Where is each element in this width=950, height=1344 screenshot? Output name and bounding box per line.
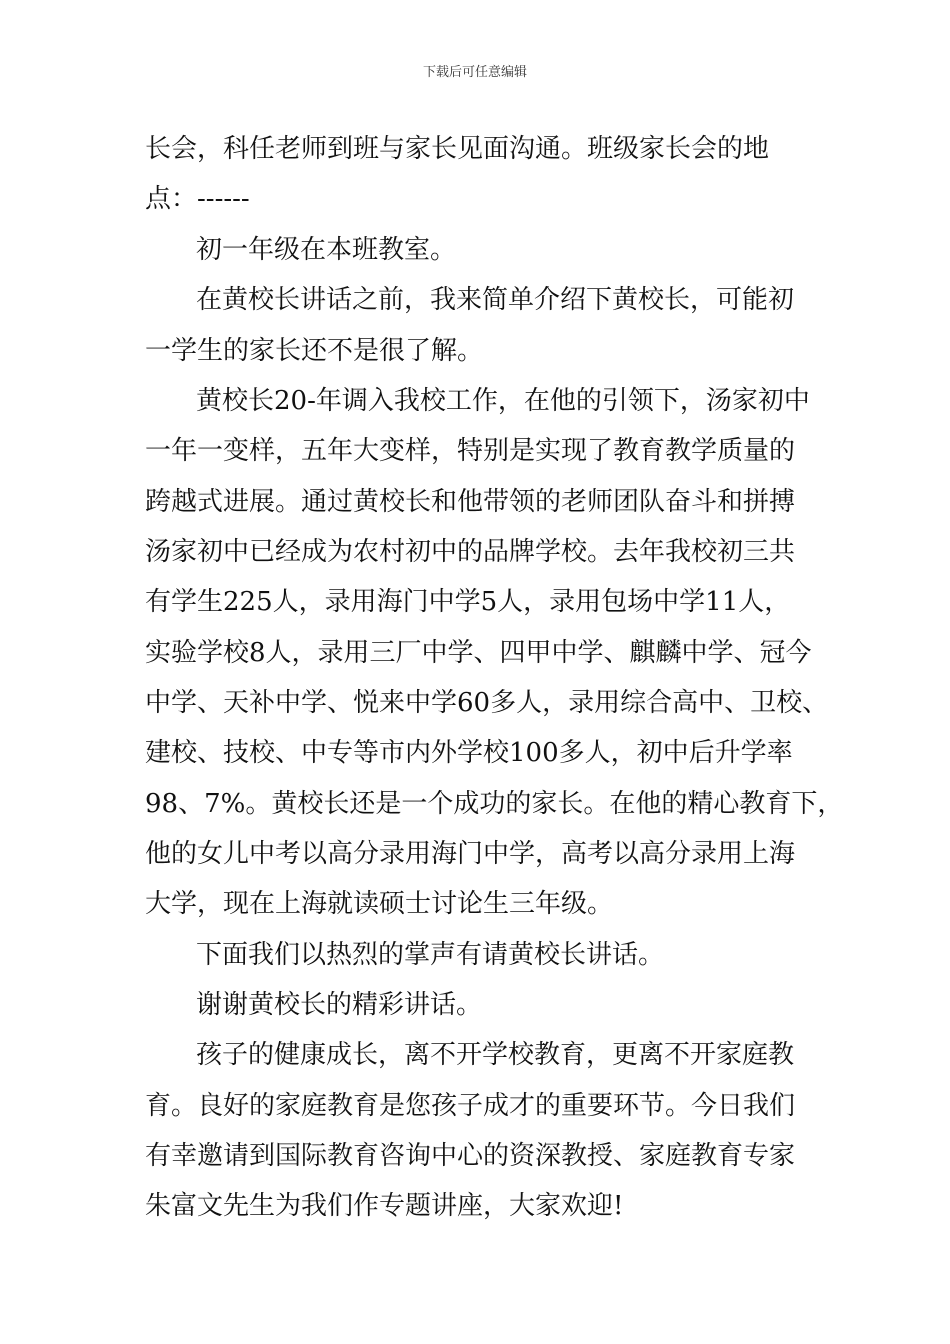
text-line: 一学生的家长还不是很了解。 [145, 336, 484, 366]
text-line: 有学生225人，录用海门中学5人，录用包场中学11人， [145, 587, 791, 617]
page-header: 下载后可任意编辑 [422, 65, 527, 80]
text-line: 实验学校8人，录用三厂中学、四甲中学、麒麟中学、冠今 [145, 638, 812, 668]
paragraph-line: 孩子的健康成长，离不开学校教育，更离不开家庭教 [196, 1040, 795, 1070]
paragraph-line: 谢谢黄校长的精彩讲话。 [196, 990, 483, 1020]
text-line: 一年一变样，五年大变样，特别是实现了教育教学质量的 [145, 436, 796, 466]
text-line: 他的女儿中考以高分录用海门中学，高考以高分录用上海 [145, 839, 796, 869]
text-line: 育。良好的家庭教育是您孩子成才的重要环节。今日我们 [145, 1091, 796, 1121]
paragraph-line: 黄校长20-年调入我校工作，在他的引领下，汤家初中 [196, 386, 810, 416]
text-line: 大学，现在上海就读硕士讨论生三年级。 [145, 889, 614, 919]
text-line: 98、7%。黄校长还是一个成功的家长。在他的精心教育下， [145, 789, 844, 819]
paragraph-line: 下面我们以热烈的掌声有请黄校长讲话。 [196, 940, 665, 970]
paragraph-line: 初一年级在本班教室。 [196, 235, 457, 265]
text-line: 长会，科任老师到班与家长见面沟通。班级家长会的地 [145, 134, 770, 164]
text-line: 中学、天补中学、悦来中学60多人，录用综合高中、卫校、 [145, 688, 829, 718]
paragraph-line: 在黄校长讲话之前，我来简单介绍下黄校长，可能初 [196, 285, 795, 315]
text-line: 建校、技校、中专等市内外学校100多人，初中后升学率 [145, 738, 793, 768]
text-line: 汤家初中已经成为农村初中的品牌学校。去年我校初三共 [145, 537, 796, 567]
text-line: 跨越式进展。通过黄校长和他带领的老师团队奋斗和拼搏 [145, 487, 796, 517]
text-line: 有幸邀请到国际教育咨询中心的资深教授、家庭教育专家 [145, 1141, 796, 1171]
text-line: 点：------ [145, 184, 250, 214]
text-line: 朱富文先生为我们作专题讲座，大家欢迎! [145, 1191, 624, 1221]
